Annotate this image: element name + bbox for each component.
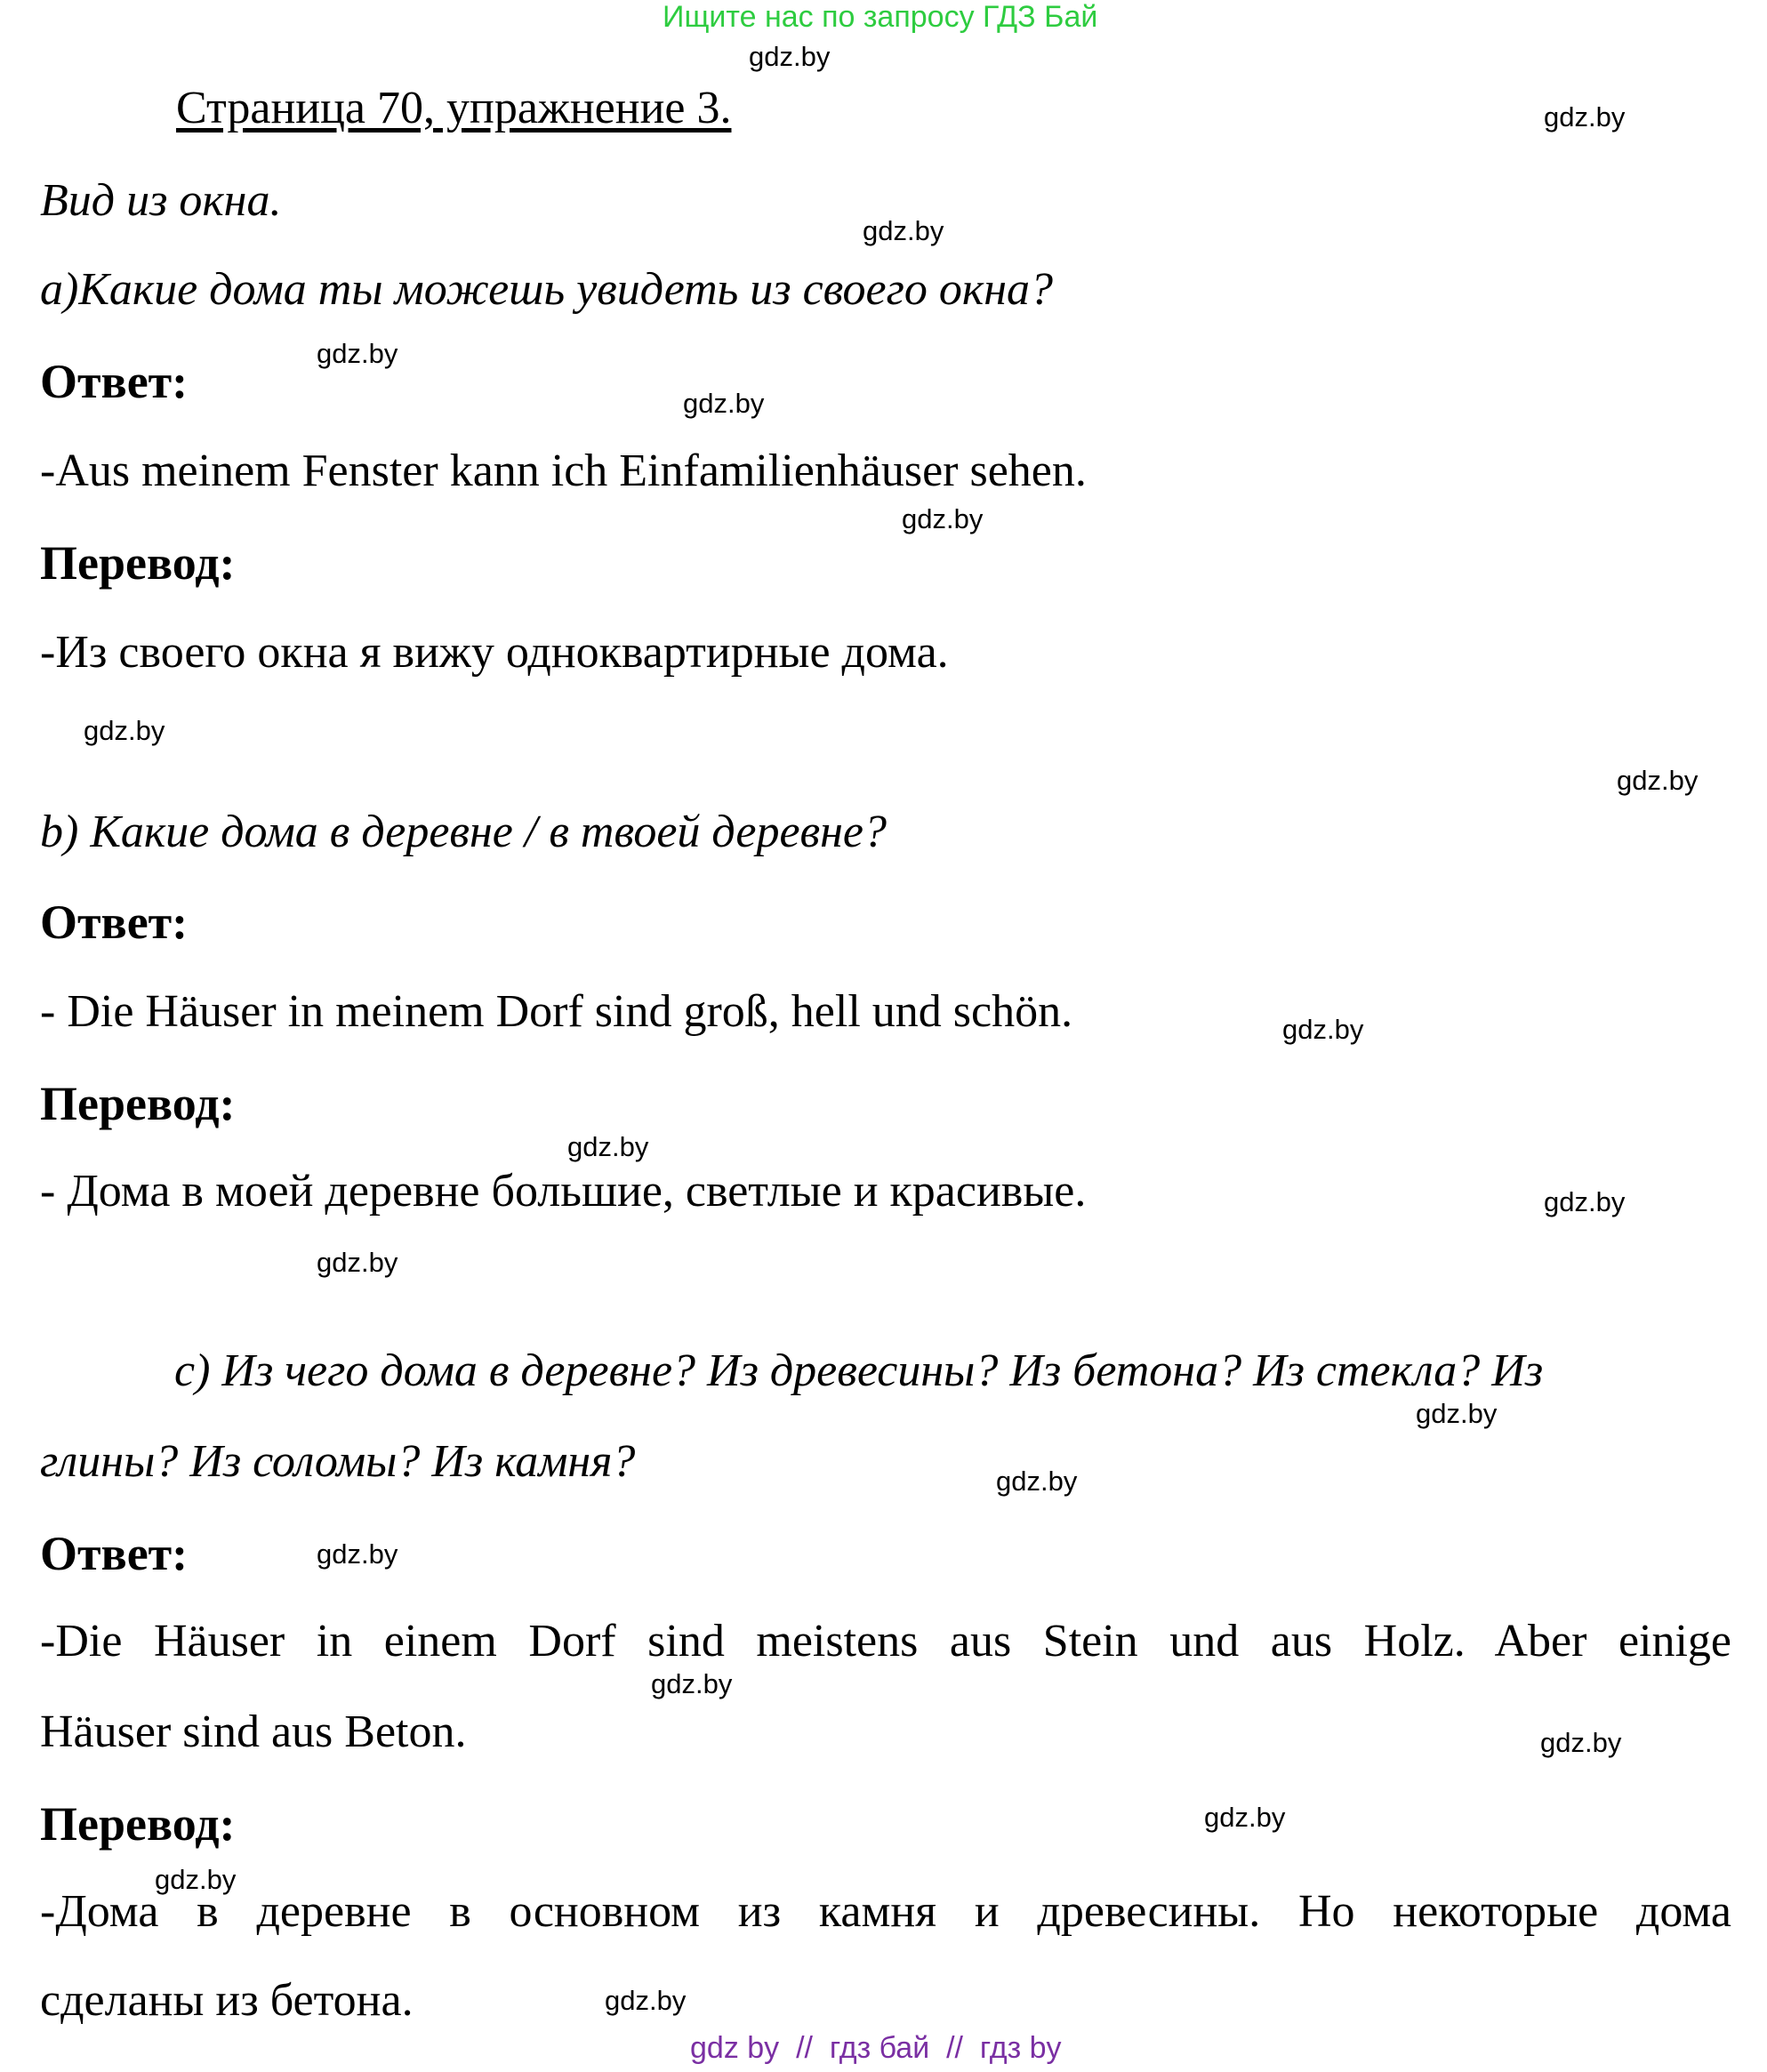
watermark: gdz.by	[651, 1668, 733, 1699]
translation-label-c: Перевод:	[40, 1797, 236, 1851]
watermark: gdz.by	[1416, 1398, 1498, 1429]
answer-label-b: Ответ:	[40, 895, 189, 949]
page-title: Страница 70, упражнение 3.	[176, 83, 732, 133]
watermark: gdz.by	[902, 503, 984, 534]
answer-c-line2: Häuser sind aus Beton.	[40, 1707, 467, 1757]
watermark: gdz.by	[1204, 1802, 1286, 1833]
answer-b: - Die Häuser in meinem Dorf sind groß, hell und schön.	[40, 986, 1073, 1037]
watermark: gdz.by	[84, 715, 165, 746]
translation-b: - Дома в моей деревне большие, светлые и красивые.	[40, 1166, 1087, 1217]
watermark: gdz.by	[317, 338, 398, 369]
watermark: gdz.by	[1544, 1186, 1626, 1217]
question-a: a)Какие дома ты можешь увидеть из своего окна?	[40, 264, 1054, 315]
question-c-line2: глины? Из соломы? Из камня?	[40, 1436, 636, 1487]
question-b: b) Какие дома в деревне / в твоей деревне?	[40, 807, 887, 857]
translation-label-a: Перевод:	[40, 536, 236, 590]
search-banner[interactable]: Ищите нас по запросу ГДЗ Бай	[663, 0, 1098, 34]
intro-heading: Вид из окна.	[40, 175, 282, 226]
translation-c-line2: сделаны из бетона.	[40, 1975, 414, 2026]
answer-c-line1: -Die Häuser in einem Dorf sind meistens aus Stein und aus Holz. Aber einige	[40, 1616, 1731, 1666]
translation-a: -Из своего окна я вижу одноквартирные дома.	[40, 627, 949, 678]
watermark: gdz.by	[317, 1247, 398, 1278]
watermark: gdz.by	[317, 1538, 398, 1570]
watermark: gdz.by	[155, 1864, 237, 1895]
watermark: gdz.by	[1617, 765, 1699, 796]
watermark: gdz.by	[683, 388, 765, 419]
watermark: gdz.by	[567, 1131, 649, 1162]
watermark: gdz.by	[1540, 1727, 1622, 1758]
question-c-line1: c) Из чего дома в деревне? Из древесины? Из бетона? Из стекла? Из	[174, 1345, 1544, 1396]
answer-label-c: Ответ:	[40, 1527, 189, 1580]
watermark: gdz.by	[996, 1466, 1078, 1497]
watermark: gdz.by	[1282, 1014, 1364, 1045]
translation-c-line1: -Дома в деревне в основном из камня и древесины. Но некоторые дома	[40, 1886, 1731, 1937]
watermark: gdz.by	[1544, 101, 1626, 133]
answer-a: -Aus meinem Fenster kann ich Einfamilienhäuser sehen.	[40, 446, 1087, 496]
footer-links[interactable]: gdz by // гдз бай // гдз by	[690, 2031, 1062, 2065]
watermark: gdz.by	[749, 41, 831, 72]
translation-label-b: Перевод:	[40, 1077, 236, 1130]
watermark: gdz.by	[605, 1985, 687, 2016]
watermark: gdz.by	[863, 215, 944, 246]
answer-label-a: Ответ:	[40, 355, 189, 408]
